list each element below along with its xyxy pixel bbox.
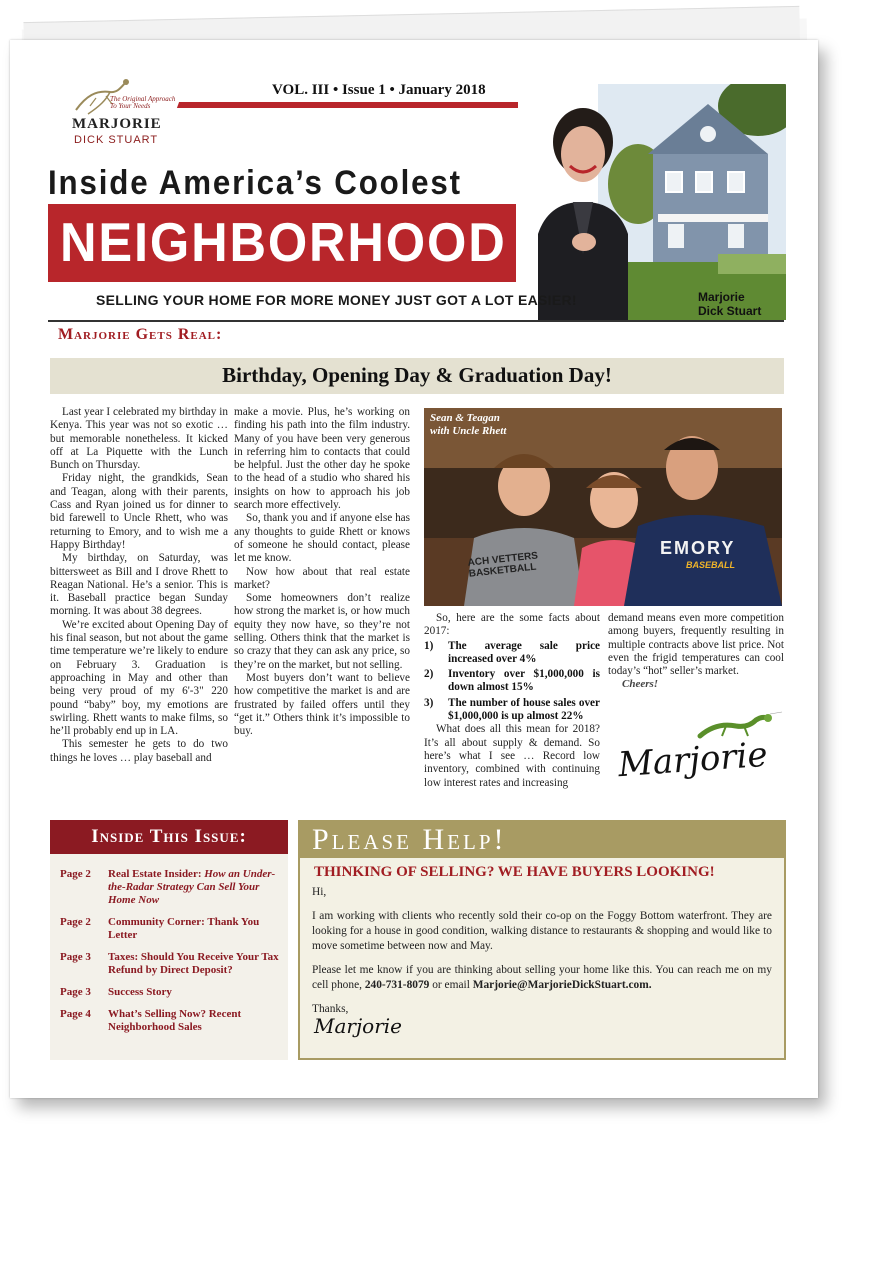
newsletter-page xyxy=(10,40,818,1098)
header-photo xyxy=(518,84,786,320)
paragraph: Friday night, the grandkids, Sean and Teagan, along with their parents, Cass and Ryan joined us for dinner to bid farewell to Uncle Rhett, who was returning to Emory, and to wish me a Happy Birthday! xyxy=(50,472,228,551)
paragraph: make a movie. Plus, he’s working on finding his path into the film industry. Many of you have been very generous in referring him to contacts that could be helpful. Just the other day he spoke to the head of a studio who shared his insights on how to approach his job search more effectively. xyxy=(234,406,410,512)
logo-tagline-2: To Your Needs xyxy=(110,102,151,110)
article-column-1 xyxy=(50,406,228,765)
please-help-box xyxy=(298,820,786,1060)
cheers: Cheers! xyxy=(622,678,659,691)
fact-text: Inventory over $1,000,000 is down almost 15% xyxy=(448,668,600,694)
toc-title: Taxes: Should You Receive Your Tax Refund by Direct Deposit? xyxy=(108,951,279,976)
fact-number: 1) xyxy=(424,639,434,652)
help-paragraph-2: Please let me know if you are thinking about selling your home like this. You can reach me on my cell phone, 240-731-8079 or email Marjorie@MarjorieDickStuart.com. xyxy=(312,964,772,991)
photo-caption-line-1: Sean & Teagan xyxy=(430,412,500,424)
toc-item[interactable] xyxy=(60,868,280,907)
family-photo xyxy=(424,408,782,606)
fact-text: The number of house sales over $1,000,000 is up almost 22% xyxy=(448,696,600,723)
help-thanks: Thanks, xyxy=(312,1003,349,1015)
toc-title: What’s Selling Now? Recent Neighborhood Sales xyxy=(108,1008,242,1033)
toc-page: Page 3 xyxy=(60,951,91,963)
article-column-2 xyxy=(234,406,410,738)
facts-conclusion: What does all this mean for 2018? It’s all about supply & demand. So here’s what I see … Record low inventory, combined with continuing low interest rates and increasing xyxy=(424,723,600,789)
signature: Marjorie xyxy=(616,734,769,786)
toc-title: Community Corner: Thank You Letter xyxy=(108,916,260,941)
logo-subname: DICK STUART xyxy=(74,134,159,146)
help-body xyxy=(312,885,772,1038)
paragraph: So, thank you and if anyone else has any thoughts to guide Rhett or knows of someone he should contact, please let me know. xyxy=(234,512,410,565)
photo-caption-first: Marjorie xyxy=(698,290,745,304)
toc-page: Page 2 xyxy=(60,916,91,928)
help-subtitle: THINKING OF SELLING? WE HAVE BUYERS LOOKING! xyxy=(314,864,715,880)
paragraph: Some homeowners don’t realize how strong the market is, or how much equity they now have, so they’re not selling. Others think that the market is so crazy that they can ask any price, so they’re on the market, but not selling. xyxy=(234,592,410,671)
phone-number[interactable]: 240-731-8079 xyxy=(364,979,430,991)
fact-item xyxy=(424,697,600,724)
paragraph: Last year I celebrated my birthday in Kenya. This year was not so exotic … but memorable nonetheless. It kicked off at La Piquette with the Lunch Bunch on Thursday. xyxy=(50,406,228,472)
toc-item[interactable] xyxy=(60,1008,280,1034)
title-banner xyxy=(48,204,516,282)
section-label: Marjorie Gets Real: xyxy=(58,326,223,343)
fact-item xyxy=(424,668,600,695)
shirt-text-left: ACH VETTERS BASKETBALL xyxy=(467,550,539,580)
logo-tagline-1: The Original Approach xyxy=(110,95,176,103)
help-greeting: Hi, xyxy=(312,886,327,898)
help-signature: Marjorie xyxy=(314,1014,402,1038)
toc-item[interactable] xyxy=(60,951,280,977)
toc-title: Real Estate Insider: How an Under-the-Radar Strategy Can Sell Your Home Now xyxy=(108,868,276,906)
photo-caption-line-2: with Uncle Rhett xyxy=(430,425,507,437)
paragraph: We’re excited about Opening Day of his final season, but not about the game time temperature we’re likely to endure on February 3. Graduation is approaching in May and other than being very proud of my 6'-3" 220 pound “baby” boy, my emotions are swirling. Rhett wants to make films, so he’ll probably end up in LA. xyxy=(50,618,228,738)
paragraph: Now how about that real estate market? xyxy=(234,565,410,591)
inside-this-issue-box xyxy=(50,820,288,1060)
inside-title: Inside This Issue: xyxy=(50,820,288,854)
paragraph: This semester he gets to do two things he loves … play baseball and xyxy=(50,738,228,764)
photo-caption xyxy=(698,290,778,318)
shirt-text-emory: EMORY xyxy=(660,538,736,558)
logo xyxy=(66,76,176,150)
issue-underline xyxy=(177,102,551,108)
tagline: SELLING YOUR HOME FOR MORE MONEY JUST GOT A LOT EASIER! xyxy=(96,292,577,308)
toc-page: Page 4 xyxy=(60,1008,91,1020)
title-line-1: Inside America’s Coolest xyxy=(48,164,462,202)
photo-caption xyxy=(430,412,506,438)
toc-item[interactable] xyxy=(60,986,280,999)
photo-caption-last: Dick Stuart xyxy=(698,304,762,318)
fact-number: 2) xyxy=(424,668,434,681)
article-column-4 xyxy=(608,612,784,692)
fact-number: 3) xyxy=(424,696,434,709)
paragraph: demand means even more competition among buyers, frequently resulting in multiple contracts above list price. Not even the frigid temperatures can cool today’s “hot” seller’s market. xyxy=(608,612,784,678)
help-paragraph-1: I am working with clients who recently sold their co-op on the Foggy Bottom waterfront. They are looking for a house in good condition, walking distance to restaurants & shopping and would like to move sometime between now and May. xyxy=(312,910,772,952)
fact-text: The average sale price increased over 4% xyxy=(448,639,600,665)
toc-title: Success Story xyxy=(108,986,172,998)
paragraph: Most buyers don’t want to believe how competitive the market is and are frustrated by failed offers until they “get it.” Others think it’s impossible to buy. xyxy=(234,671,410,738)
logo-name: MARJORIE xyxy=(72,116,162,132)
help-title: Please Help! xyxy=(300,822,784,858)
issue-info: VOL. III • Issue 1 • January 2018 xyxy=(272,82,486,98)
title-line-2: NEIGHBORHOOD xyxy=(60,211,507,273)
facts-intro: So, here are the some facts about 2017: xyxy=(424,612,600,638)
toc-page: Page 3 xyxy=(60,986,91,998)
article-headline: Birthday, Opening Day & Graduation Day! xyxy=(222,363,612,387)
toc-page: Page 2 xyxy=(60,868,91,880)
shirt-text-baseball: BASEBALL xyxy=(686,560,735,570)
toc-item[interactable] xyxy=(60,916,280,942)
facts-column xyxy=(424,612,600,790)
fact-item xyxy=(424,640,600,667)
email-link[interactable]: Marjorie@MarjorieDickStuart.com. xyxy=(472,979,652,991)
header-rule xyxy=(48,320,784,322)
paragraph: My birthday, on Saturday, was bittersweet as Bill and I drove Rhett to Reagan National. He’s a senior. This is it. Baseball practice began Sunday morning. It was about 38 degrees. xyxy=(50,552,228,618)
headline-bar xyxy=(50,358,784,394)
